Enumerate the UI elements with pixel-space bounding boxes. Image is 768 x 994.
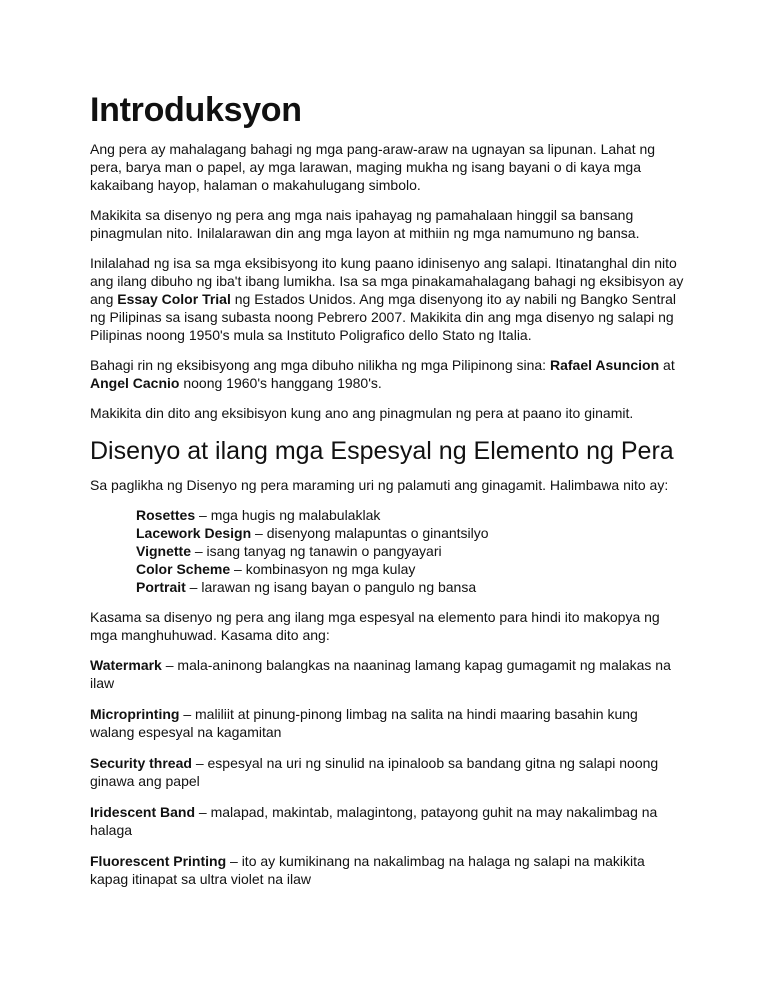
feature-term: Watermark <box>90 657 162 673</box>
feature-desc: – mala-aninong balangkas na naaninag lamang kapag gumagamit ng malakas na <box>161 657 671 673</box>
feature-item <box>90 656 708 692</box>
ornament-item <box>136 578 708 596</box>
text-line: mga manghuhuwad. Kasama dito ang: <box>90 627 330 643</box>
text: ang <box>90 291 118 307</box>
text-line: Inilalahad ng isa sa mga eksibisyong ito kung paano idinisenyo ang salapi. Itinatanghal din nito <box>90 255 677 271</box>
section-lead: Sa paglikha ng Disenyo ng pera maraming uri ng palamuti ang ginagamit. Halimbawa nito ay: <box>90 477 669 493</box>
ornament-term: Vignette <box>136 543 191 559</box>
ornament-item <box>136 506 708 524</box>
ornament-desc: – isang tanyag ng tanawin o pangyayari <box>190 543 442 559</box>
ornament-list <box>136 506 708 596</box>
text-line: Makikita sa disenyo ng pera ang mga nais ipahayag ng pamahalaan hinggil sa bansang <box>90 207 634 223</box>
bold-term: Angel Cacnio <box>90 375 180 391</box>
intro-paragraph-4 <box>90 356 708 392</box>
ornament-term: Rosettes <box>136 507 196 523</box>
text-line: ang ilang dibuho ng iba't ibang lumikha. Isa sa mga pinakamahalagang bahagi ng eksibisyon ay <box>90 273 684 289</box>
feature-item <box>90 705 708 741</box>
feature-term: Fluorescent Printing <box>90 853 227 869</box>
feature-desc: halaga <box>90 822 133 838</box>
text-line: pinagmulan nito. Inilalarawan din ang mga layon at mithiin ng mga namumuno ng bansa. <box>90 225 640 241</box>
bold-term: Rafael Asuncion <box>549 357 660 373</box>
special-lead <box>90 608 708 644</box>
page-title: Introduksyon <box>90 91 302 129</box>
feature-desc: kapag itinapat sa ultra violet na ilaw <box>90 871 312 887</box>
intro-paragraph-5: Makikita din dito ang eksibisyon kung ano ang pinagmulan ng pera at paano ito ginamit. <box>90 405 634 421</box>
feature-item <box>90 803 708 839</box>
ornament-term: Lacework Design <box>136 525 252 541</box>
ornament-item <box>136 542 708 560</box>
text-line: kakaibang hayop, halaman o makahulugang simbolo. <box>90 177 421 193</box>
intro-paragraph-2 <box>90 206 708 242</box>
feature-item <box>90 754 708 790</box>
feature-item <box>90 852 708 888</box>
ornament-term: Color Scheme <box>136 561 231 577</box>
ornament-desc: – disenyong malapuntas o ginantsilyo <box>251 525 489 541</box>
intro-paragraph-3 <box>90 254 708 344</box>
feature-term: Microprinting <box>90 706 180 722</box>
text-line: ng Pilipinas sa isang subasta noong Pebrero 2007. Makikita din ang mga disenyo ng salapi ng <box>90 309 674 325</box>
ornament-term: Portrait <box>136 579 186 595</box>
feature-term: Security thread <box>90 755 192 771</box>
text-line: Kasama sa disenyo ng pera ang ilang mga espesyal na elemento para hindi ito makopya ng <box>90 609 660 625</box>
feature-desc: – maliliit at pinung-pinong limbag na salita na hindi maaring basahin kung <box>179 706 638 722</box>
feature-desc: – espesyal na uri ng sinulid na ipinaloob sa bandang gitna ng salapi noong <box>191 755 659 771</box>
text: Bahagi rin ng eksibisyong ang mga dibuho nilikha ng mga Pilipinong sina: <box>90 357 550 373</box>
ornament-desc: – mga hugis ng malabulaklak <box>195 507 381 523</box>
ornament-desc: – larawan ng isang bayan o pangulo ng bansa <box>185 579 477 595</box>
feature-desc: walang espesyal na kagamitan <box>90 724 282 740</box>
ornament-item <box>136 524 708 542</box>
bold-term: Essay Color Trial <box>117 291 231 307</box>
feature-term: Iridescent Band <box>90 804 196 820</box>
text: at <box>659 357 675 373</box>
section-heading: Disenyo at ilang mga Espesyal ng Elemento ng Pera <box>90 437 674 465</box>
text-line: pera, barya man o papel, ay mga larawan, maging mukha ng isang bayani o di kaya mga <box>90 159 641 175</box>
feature-desc: ilaw <box>90 675 115 691</box>
text: noong 1960's hanggang 1980's. <box>179 375 382 391</box>
intro-paragraph-1 <box>90 140 708 194</box>
text-line: Pilipinas noong 1950's mula sa Instituto Poligrafico dello Stato ng Italia. <box>90 327 532 343</box>
feature-desc: ginawa ang papel <box>90 773 200 789</box>
ornament-item <box>136 560 708 578</box>
text: ng Estados Unidos. Ang mga disenyong ito ay nabili ng Bangko Sentral <box>230 291 677 307</box>
feature-desc: – ito ay kumikinang na nakalimbag na halaga ng salapi na makikita <box>226 853 645 869</box>
feature-desc: – malapad, makintab, malagintong, patayong guhit na may nakalimbag na <box>195 804 658 820</box>
text-line: Ang pera ay mahalagang bahagi ng mga pang-araw-araw na ugnayan sa lipunan. Lahat ng <box>90 141 656 157</box>
feature-list <box>90 656 708 888</box>
ornament-desc: – kombinasyon ng mga kulay <box>230 561 416 577</box>
